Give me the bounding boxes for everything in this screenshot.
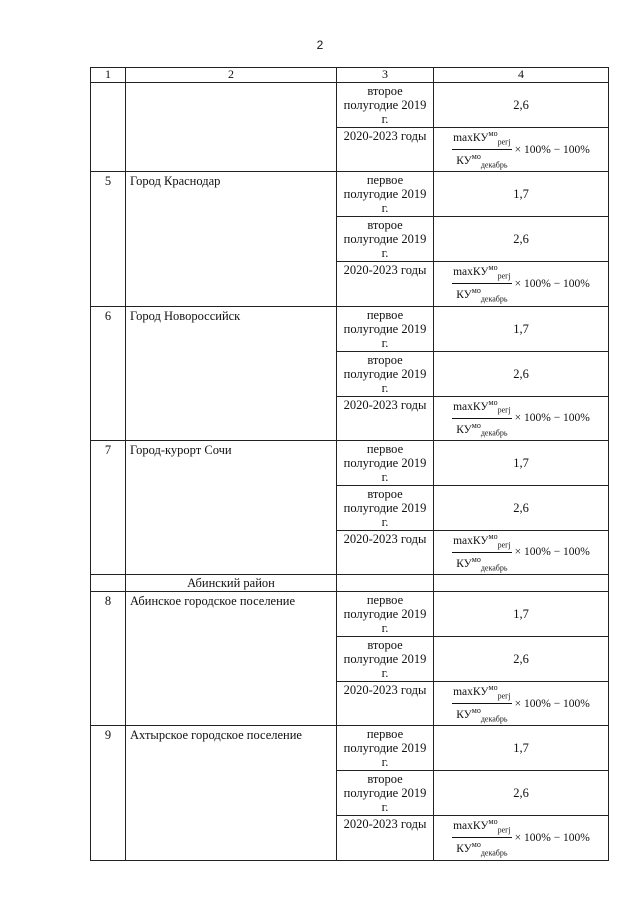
formula-numerator: maxКУ$^{мо}_{регj}$ — [452, 682, 512, 704]
table-row — [91, 592, 609, 637]
district-row — [91, 575, 609, 592]
formula-denominator: $КУ^{мо}_{декабрь}$ — [456, 706, 508, 724]
period-range: 2020-2023 годы — [337, 396, 434, 440]
period-first-half: первое полугодие 2019 г. — [337, 592, 434, 637]
period-second-half: второе полугодие 2019 г. — [337, 485, 434, 530]
period-second-half: второе полугодие 2019 г. — [337, 217, 434, 262]
period-first-half: первое полугодие 2019 г. — [337, 172, 434, 217]
formula-cell — [434, 682, 609, 726]
value-cell: 2,6 — [434, 637, 609, 682]
header-row — [91, 68, 609, 83]
row-number: 6 — [91, 306, 126, 440]
formula-fraction — [452, 128, 512, 171]
district-empty-cell — [434, 575, 609, 592]
formula-numerator: maxКУ$^{мо}_{регj}$ — [452, 816, 512, 838]
value-cell: 2,6 — [434, 83, 609, 128]
value-cell: 2,6 — [434, 771, 609, 816]
row-number: 8 — [91, 592, 126, 726]
formula-multiplier: × 100% − 100% — [514, 546, 590, 559]
row-name — [126, 83, 337, 172]
value-cell: 1,7 — [434, 726, 609, 771]
row-name: Город Новороссийск — [126, 306, 337, 440]
table-row — [91, 83, 609, 128]
period-range: 2020-2023 годы — [337, 262, 434, 306]
formula-numerator: maxКУ$^{мо}_{регj}$ — [452, 531, 512, 553]
value-cell: 2,6 — [434, 485, 609, 530]
value-cell: 2,6 — [434, 217, 609, 262]
header-cell: 2 — [126, 68, 337, 83]
formula-multiplier: × 100% − 100% — [514, 277, 590, 290]
formula-multiplier: × 100% − 100% — [514, 697, 590, 710]
district-empty-cell — [337, 575, 434, 592]
period-first-half: первое полугодие 2019 г. — [337, 726, 434, 771]
period-second-half: второе полугодие 2019 г. — [337, 351, 434, 396]
period-first-half: первое полугодие 2019 г. — [337, 440, 434, 485]
period-range: 2020-2023 годы — [337, 816, 434, 860]
value-cell: 2,6 — [434, 351, 609, 396]
formula-numerator: maxКУ$^{мо}_{регj}$ — [452, 397, 512, 419]
period-first-half: первое полугодие 2019 г. — [337, 306, 434, 351]
row-name: Город-курорт Сочи — [126, 440, 337, 574]
tariff-table — [90, 67, 609, 861]
district-empty-cell — [91, 575, 126, 592]
formula-denominator: $КУ^{мо}_{декабрь}$ — [456, 554, 508, 572]
district-name: Абинский район — [126, 575, 337, 592]
row-number: 7 — [91, 440, 126, 574]
period-second-half: второе полугодие 2019 г. — [337, 83, 434, 128]
formula-fraction — [452, 531, 512, 574]
period-second-half: второе полугодие 2019 г. — [337, 771, 434, 816]
value-cell: 1,7 — [434, 592, 609, 637]
formula-multiplier: × 100% − 100% — [514, 412, 590, 425]
formula-numerator: maxКУ$^{мо}_{регj}$ — [452, 128, 512, 150]
page-number: 2 — [316, 38, 324, 52]
formula-denominator: $КУ^{мо}_{декабрь}$ — [456, 152, 508, 170]
period-range: 2020-2023 годы — [337, 682, 434, 726]
header-cell: 3 — [337, 68, 434, 83]
period-range: 2020-2023 годы — [337, 128, 434, 172]
value-cell: 1,7 — [434, 440, 609, 485]
formula-cell — [434, 396, 609, 440]
formula-fraction — [452, 397, 512, 440]
row-name: Город Краснодар — [126, 172, 337, 306]
formula-denominator: $КУ^{мо}_{декабрь}$ — [456, 420, 508, 438]
formula-cell — [434, 530, 609, 574]
formula-fraction — [452, 682, 512, 725]
formula-denominator: $КУ^{мо}_{декабрь}$ — [456, 840, 508, 858]
formula-denominator: $КУ^{мо}_{декабрь}$ — [456, 286, 508, 304]
table-row — [91, 172, 609, 217]
table-row — [91, 440, 609, 485]
value-cell: 1,7 — [434, 172, 609, 217]
row-name: Ахтырское городское поселение — [126, 726, 337, 860]
period-range: 2020-2023 годы — [337, 530, 434, 574]
formula-fraction — [452, 262, 512, 305]
header-cell: 1 — [91, 68, 126, 83]
formula-numerator: maxКУ$^{мо}_{регj}$ — [452, 262, 512, 284]
formula-cell — [434, 262, 609, 306]
row-number — [91, 83, 126, 172]
period-second-half: второе полугодие 2019 г. — [337, 637, 434, 682]
table-row — [91, 726, 609, 771]
table-row — [91, 306, 609, 351]
formula-multiplier: × 100% − 100% — [514, 143, 590, 156]
formula-fraction — [452, 816, 512, 859]
formula-cell — [434, 816, 609, 860]
value-cell: 1,7 — [434, 306, 609, 351]
row-number: 5 — [91, 172, 126, 306]
row-number: 9 — [91, 726, 126, 860]
row-name: Абинское городское поселение — [126, 592, 337, 726]
formula-cell — [434, 128, 609, 172]
formula-multiplier: × 100% − 100% — [514, 831, 590, 844]
header-cell: 4 — [434, 68, 609, 83]
